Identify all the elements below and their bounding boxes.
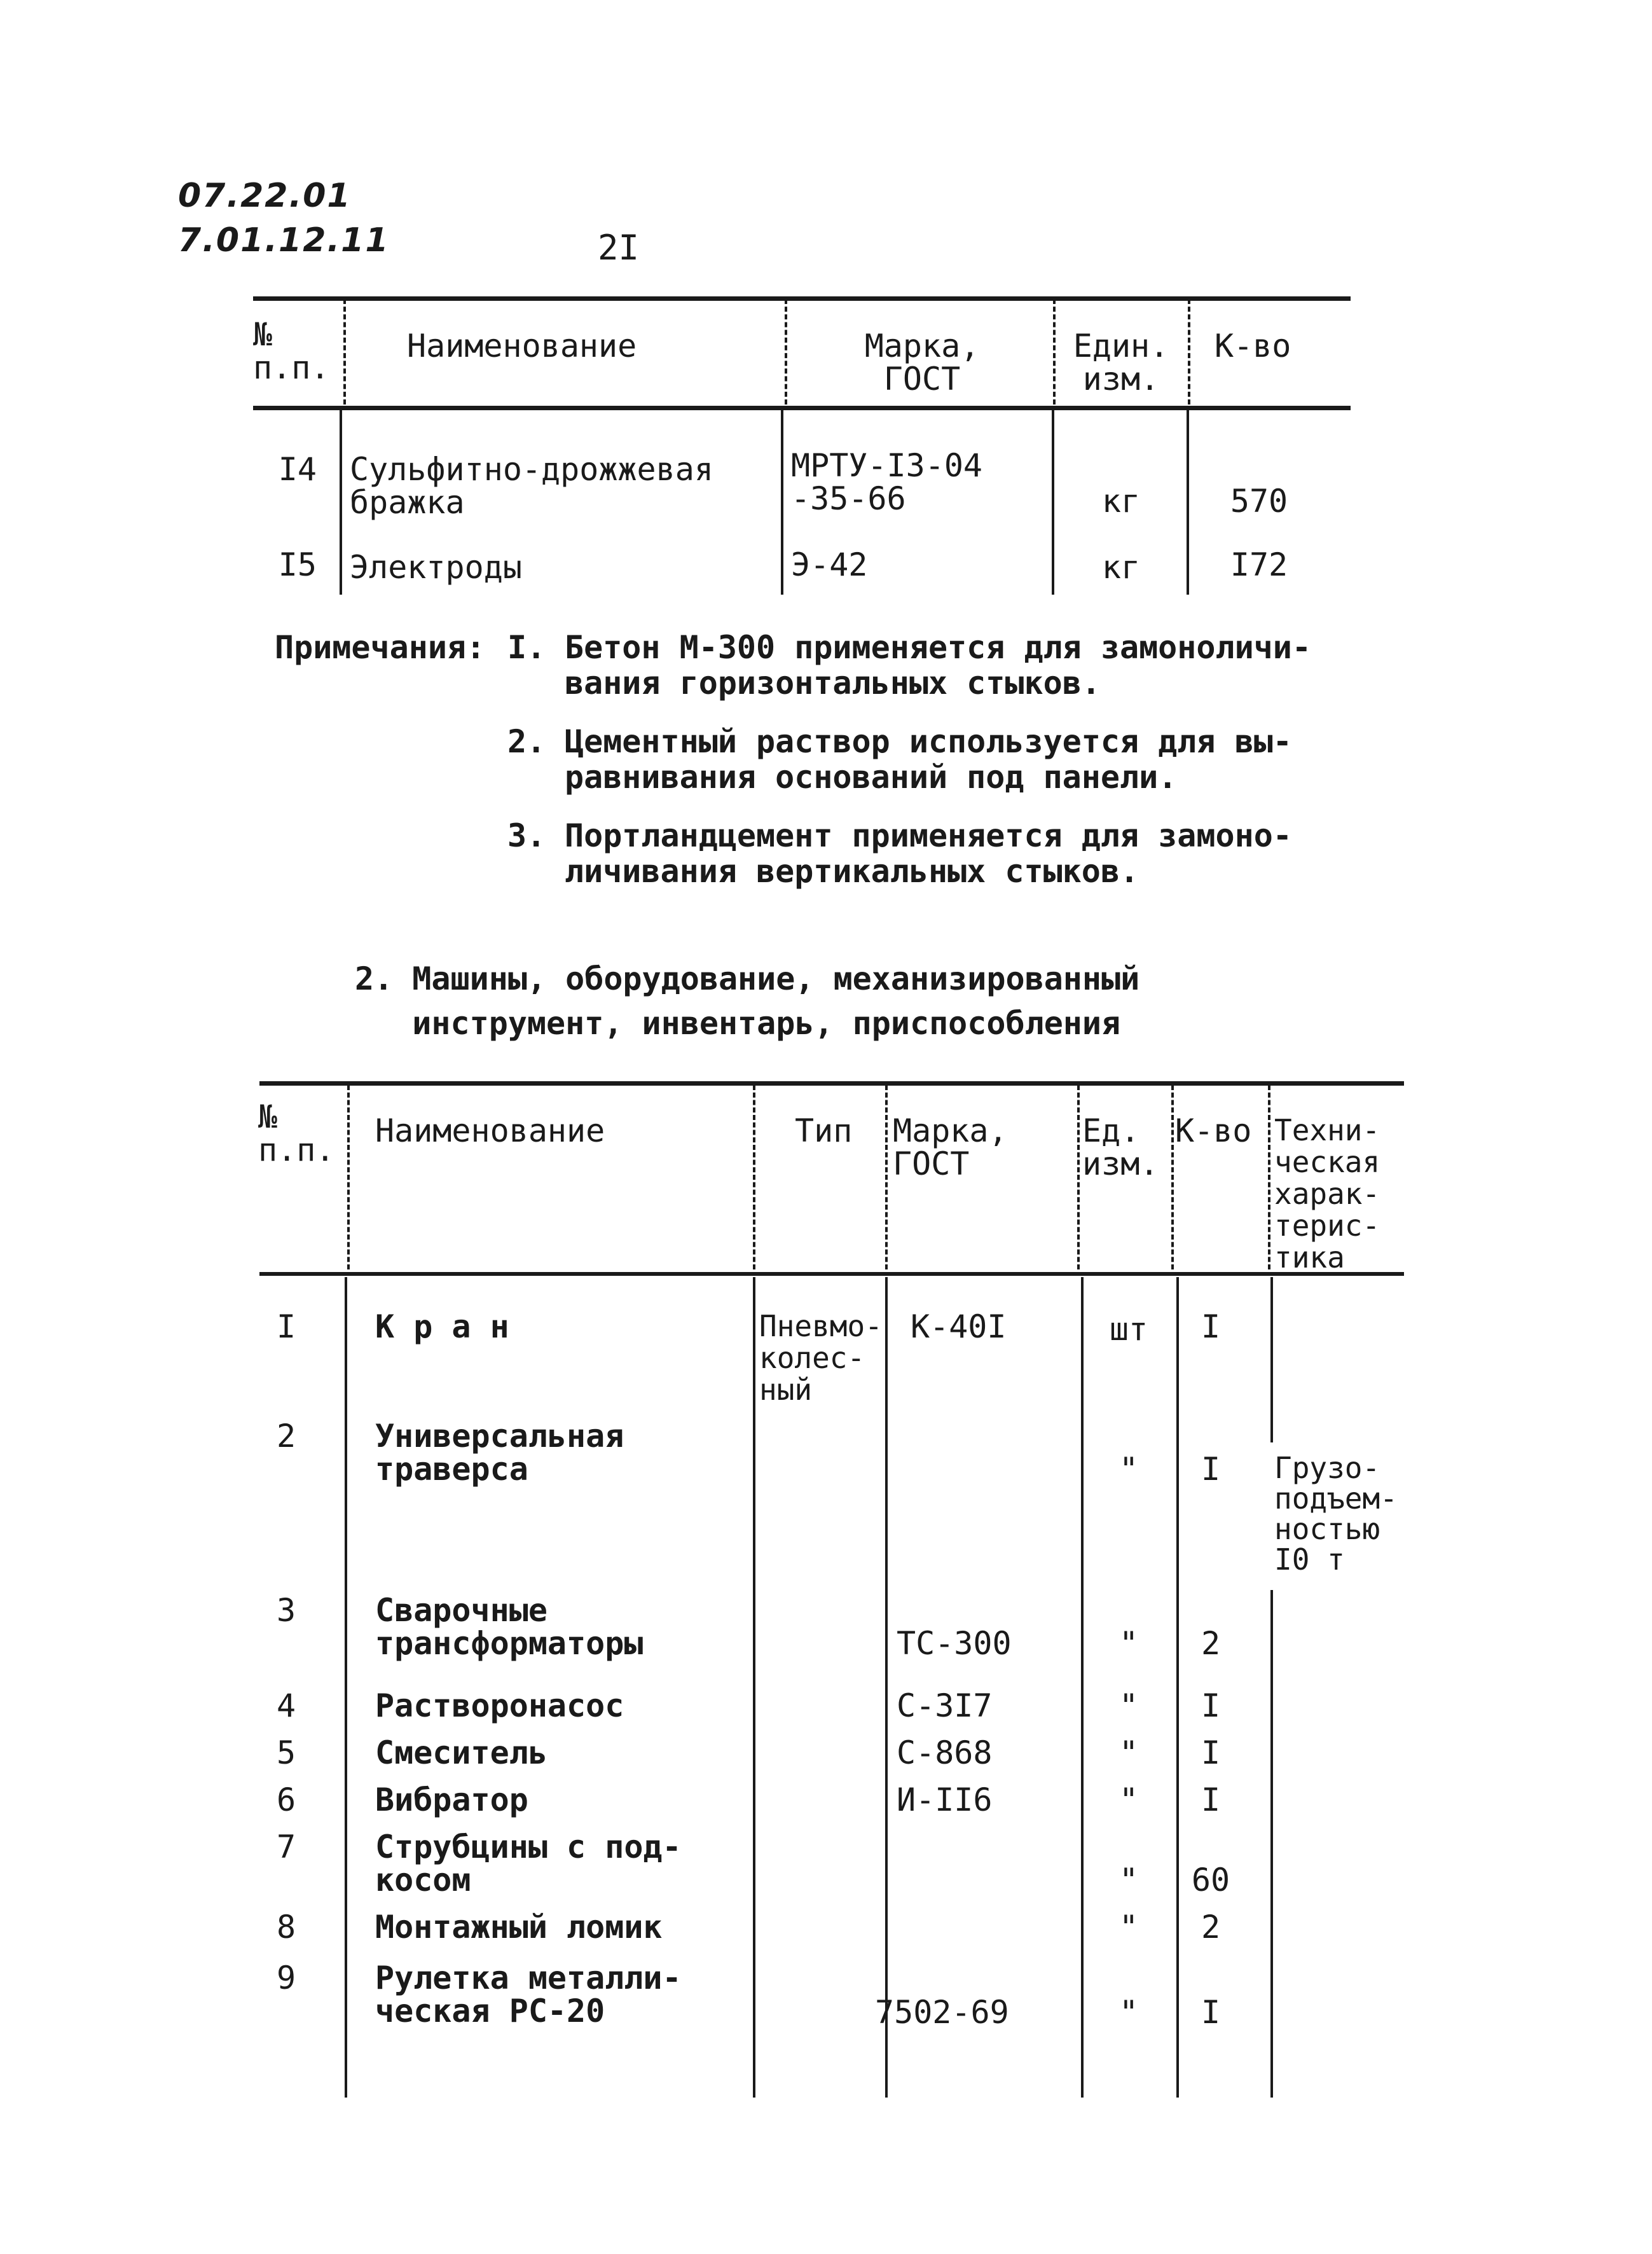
row-qty: I <box>1201 1781 1221 1818</box>
table2-header-mark: Марка, ГОСТ <box>893 1112 1008 1182</box>
notes-label: Примечания: <box>275 629 486 666</box>
page-number: 2I <box>598 228 640 268</box>
row-name: Рулетка металли- ческая РС-20 <box>375 1960 682 2029</box>
note-text: Бетон М-300 применяется для замоноличи- вания горизонтальных стыков. <box>565 629 1311 702</box>
row-unit: " <box>1119 1781 1139 1818</box>
table1-header-rule <box>253 406 1351 410</box>
row-name: Сульфитно-дрожжевая бражка <box>350 451 713 521</box>
note-number: 2. <box>507 723 546 760</box>
row-name: Электроды <box>350 549 522 586</box>
row-mark: С-3I7 <box>897 1687 993 1724</box>
row-unit: " <box>1119 1734 1139 1771</box>
row-unit: " <box>1119 1862 1139 1898</box>
row-name: Вибратор <box>375 1781 528 1818</box>
table2-col-line <box>1270 1277 1273 1442</box>
table2-header-sep <box>1268 1085 1270 1269</box>
row-num: 3 <box>276 1592 296 1629</box>
table2-header-name: Наименование <box>375 1112 605 1149</box>
section-title: 2. Машины, оборудование, механизированный инструмент, инвентарь, приспособления <box>355 960 1140 1042</box>
note-number: I. <box>507 629 546 666</box>
table2-header-qty: К-во <box>1175 1112 1252 1149</box>
row-num: 2 <box>276 1418 296 1455</box>
table2-header-num: № п.п. <box>258 1098 335 1168</box>
table2-header-type: Тип <box>795 1112 853 1149</box>
row-name: К р а н <box>375 1308 509 1345</box>
table2-header-tech: Техни- ческая харак- терис- тика <box>1274 1113 1380 1275</box>
row-qty: I <box>1201 1994 1221 2031</box>
row-qty: I <box>1201 1734 1221 1771</box>
table2-col-line <box>885 1277 888 2098</box>
row-num: 9 <box>276 1960 296 1996</box>
row-name: Смеситель <box>375 1734 547 1771</box>
row-unit: кг <box>1101 483 1141 520</box>
table1-col-line <box>340 410 342 595</box>
row-unit: кг <box>1101 549 1141 586</box>
row-name: Растворонасос <box>375 1687 624 1724</box>
row-unit: " <box>1119 1994 1139 2031</box>
table2-top-rule <box>259 1081 1404 1086</box>
row-qty: 2 <box>1201 1625 1221 1662</box>
row-qty: I <box>1201 1451 1221 1488</box>
table1-header-name: Наименование <box>407 328 637 364</box>
row-mark: Э-42 <box>791 546 868 583</box>
table1-header-sep <box>1188 299 1190 404</box>
table1-header-unit: Един. изм. <box>1073 328 1169 398</box>
table2-col-line <box>345 1277 347 2098</box>
row-mark: МРТУ-I3-04 -35-66 <box>791 447 983 517</box>
row-qty: I <box>1201 1687 1221 1724</box>
table2-header-sep <box>1171 1085 1174 1269</box>
row-qty: I <box>1201 1308 1221 1345</box>
doc-code-1: 07.22.01 <box>178 177 352 215</box>
row-mark: ТС-300 <box>897 1625 1012 1662</box>
row-qty: 60 <box>1191 1862 1230 1898</box>
row-num: 5 <box>276 1734 296 1771</box>
row-num: 8 <box>276 1909 296 1946</box>
row-mark: К-40I <box>911 1308 1007 1345</box>
table1-col-line <box>1052 410 1054 595</box>
row-name: Монтажный ломик <box>375 1909 663 1946</box>
row-unit: " <box>1119 1625 1139 1662</box>
row-name: Струбцины с под- косом <box>375 1829 682 1898</box>
note-text: Цементный раствор используется для вы- равнивания оснований под панели. <box>565 723 1292 796</box>
table1-header-sep <box>343 299 346 404</box>
table2-header-unit: Ед. изм. <box>1082 1112 1159 1182</box>
row-name: Универсальная траверса <box>375 1418 624 1488</box>
row-tech: Грузо- подъем- ностью I0 т <box>1274 1451 1398 1577</box>
row-mark: 7502-69 <box>875 1994 1009 2031</box>
table2-col-line <box>1081 1277 1084 2098</box>
row-num: 4 <box>276 1687 296 1724</box>
row-name: Сварочные трансформаторы <box>375 1592 644 1662</box>
row-num: 7 <box>276 1829 296 1865</box>
table1-top-rule <box>253 296 1351 301</box>
row-unit: " <box>1119 1687 1139 1724</box>
table1-header-qty: К-во <box>1215 328 1291 364</box>
row-type: Пневмо- колес- ный <box>759 1309 883 1407</box>
row-num: 6 <box>276 1781 296 1818</box>
table1-header-sep <box>785 299 787 404</box>
row-unit: шт <box>1109 1311 1148 1348</box>
note-text: Портландцемент применяется для замоно- личивания вертикальных стыков. <box>565 817 1292 890</box>
table2-col-line <box>753 1277 755 2098</box>
table2-col-line <box>1270 1590 1273 2098</box>
table1-col-line <box>1187 410 1189 595</box>
table2-header-rule <box>259 1272 1404 1276</box>
row-qty: 2 <box>1201 1909 1221 1946</box>
table1-header-mark: Марка, ГОСТ <box>864 328 980 398</box>
table2-header-sep <box>885 1085 888 1269</box>
table1-col-line <box>781 410 783 595</box>
row-qty: 570 <box>1230 483 1288 520</box>
row-mark: С-868 <box>897 1734 993 1771</box>
row-num: I4 <box>278 451 317 488</box>
doc-code-2: 7.01.12.11 <box>178 221 390 259</box>
table2-header-sep <box>1077 1085 1080 1269</box>
row-num: I <box>276 1308 296 1345</box>
row-mark: И-II6 <box>897 1781 993 1818</box>
row-unit: " <box>1119 1451 1139 1488</box>
table1-header-num: № п.п. <box>253 316 330 386</box>
row-qty: I72 <box>1230 546 1288 583</box>
table2-header-sep <box>347 1085 350 1269</box>
row-unit: " <box>1119 1909 1139 1946</box>
note-number: 3. <box>507 817 546 854</box>
table2-header-sep <box>753 1085 755 1269</box>
table2-col-line <box>1176 1277 1179 2098</box>
row-num: I5 <box>278 546 317 583</box>
